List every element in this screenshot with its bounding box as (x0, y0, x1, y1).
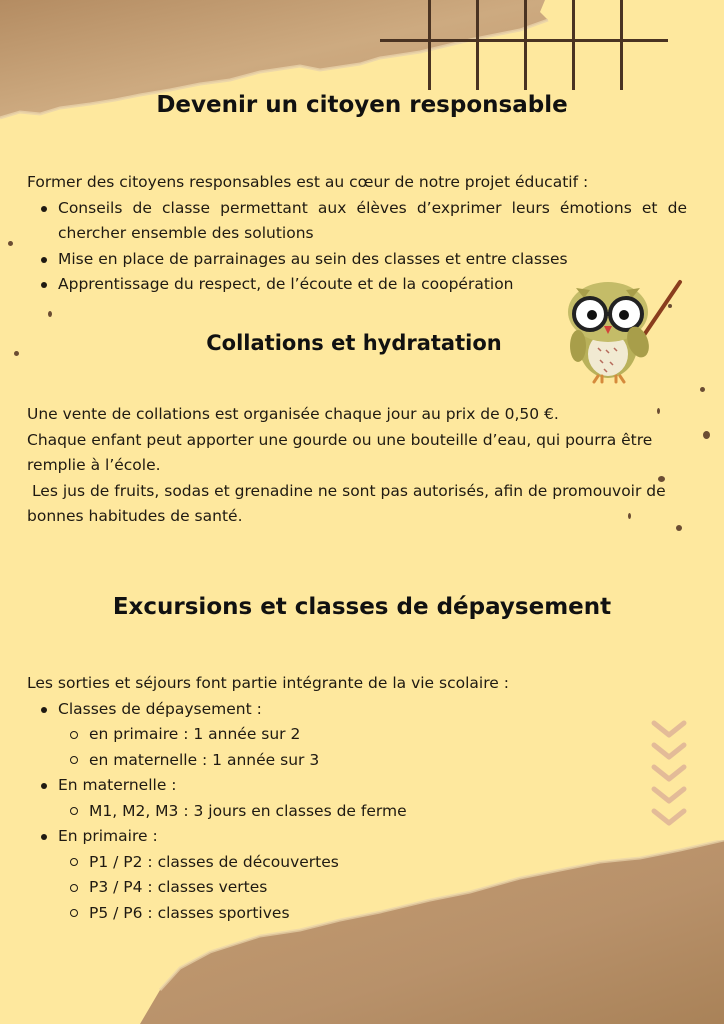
owl-teacher-icon (560, 272, 690, 384)
section-title-collations: Collations et hydratation (206, 331, 502, 355)
collations-line: Les jus de fruits, sodas et grenadine ne sont pas autorisés, afin de promouvoir de bonnes habitudes de santé. (27, 481, 671, 525)
list-item: Mise en place de parrainages au sein des classes et entre classes (27, 247, 687, 273)
sub-list-item: P5 / P6 : classes sportives (58, 901, 587, 927)
collations-line: Une vente de collations est organisée chaque jour au prix de 0,50 €. (27, 405, 559, 423)
sub-list-item: P3 / P4 : classes vertes (58, 875, 587, 901)
section-title-excursions: Excursions et classes de dépaysement (112, 594, 612, 620)
list-item (27, 697, 587, 774)
list-item (27, 824, 587, 926)
list-item: Conseils de classe permettant aux élèves d’exprimer leurs émotions et de chercher ensemble des solutions (27, 196, 687, 247)
sub-list-item: M1, M2, M3 : 3 jours en classes de ferme (58, 799, 587, 825)
section-title-citoyen: Devenir un citoyen responsable (156, 92, 568, 118)
excursions-intro: Les sorties et séjours font partie intégrante de la vie scolaire : (27, 674, 509, 692)
sub-list-item: en maternelle : 1 année sur 3 (58, 748, 587, 774)
sub-list-item: en primaire : 1 année sur 2 (58, 722, 587, 748)
group-label: En primaire : (58, 827, 158, 845)
sub-list-item: P1 / P2 : classes de découvertes (58, 850, 587, 876)
section-excursions-body (27, 671, 587, 926)
group-label: En maternelle : (58, 776, 177, 794)
group-label: Classes de dépaysement : (58, 699, 262, 718)
list-item (27, 773, 587, 824)
citoyen-intro: Former des citoyens responsables est au cœur de notre projet éducatif : (27, 173, 589, 191)
chevron-down-icon (651, 718, 687, 830)
list-item: Apprentissage du respect, de l’écoute et de la coopération (27, 272, 687, 298)
collations-line: Chaque enfant peut apporter une gourde ou une bouteille d’eau, qui pourra être remplie à l’école. (27, 430, 653, 474)
section-collations-body (27, 402, 677, 530)
